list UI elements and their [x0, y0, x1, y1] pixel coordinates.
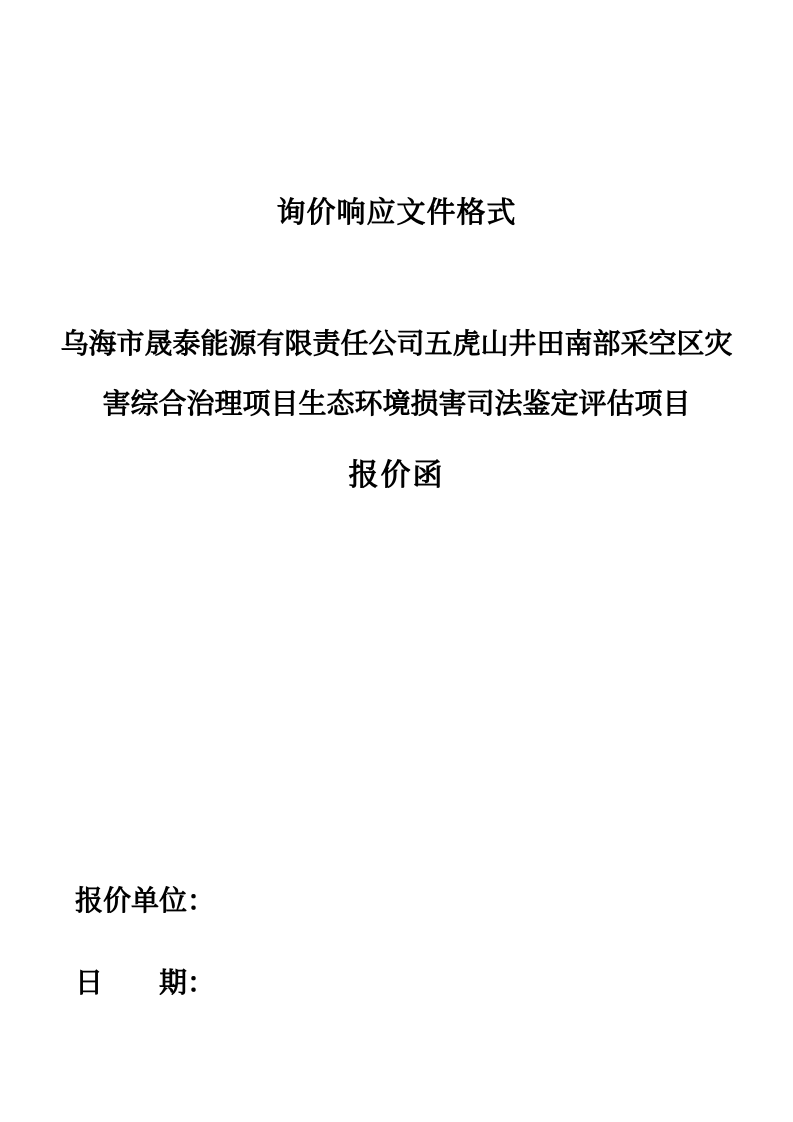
project-title-line-2: 害综合治理项目生态环境损害司法鉴定评估项目	[102, 387, 691, 420]
letter-title: 报价函	[348, 458, 445, 493]
document-format-title: 询价响应文件格式	[276, 195, 517, 229]
quoting-unit-label: 报价单位：	[75, 884, 216, 917]
project-title	[0, 314, 793, 434]
date-label: 日 期：	[75, 966, 216, 999]
project-title-line-1: 乌海市晟泰能源有限责任公司五虎山井田南部采空区灾	[60, 327, 733, 360]
